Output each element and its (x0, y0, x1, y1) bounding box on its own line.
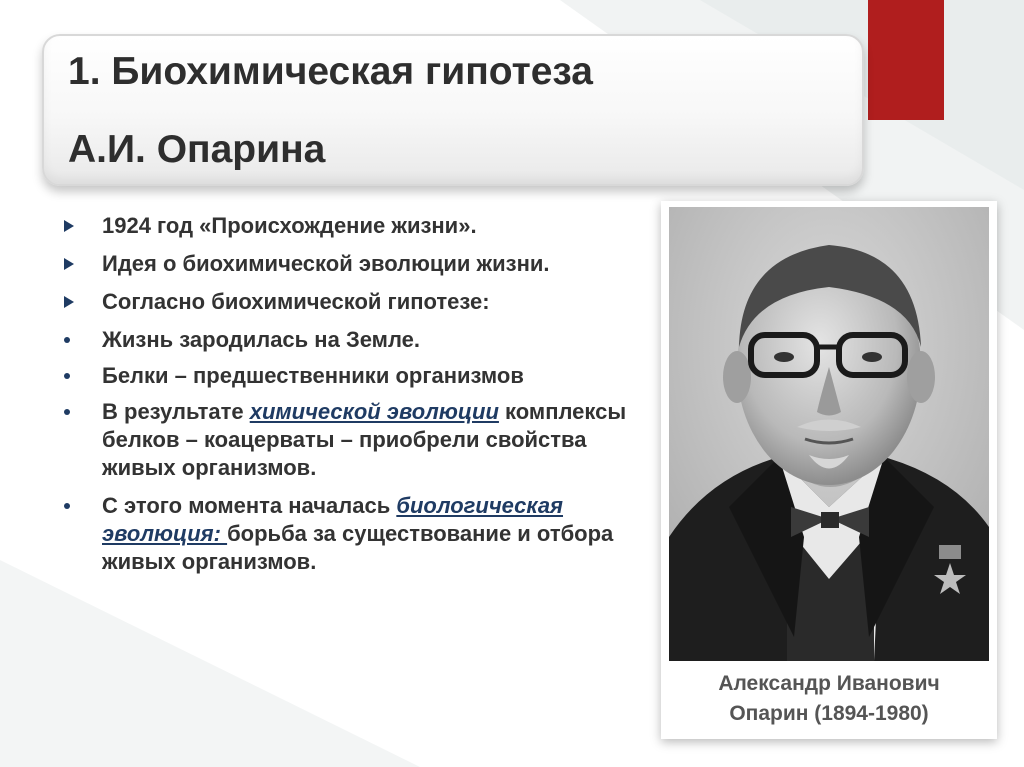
caption-name: Александр Иванович (718, 672, 940, 695)
bullet-marker (58, 492, 88, 520)
bullet-text: В результате (102, 399, 250, 424)
bullet-text: борьба за существование и отбора живых организмов. (102, 521, 614, 574)
slide-title: 1. Биохимическая гипотеза (68, 50, 593, 93)
bullet-text: Жизнь зародилась на Земле. (102, 327, 420, 352)
bullet-text: С этого момента началась (102, 493, 397, 518)
bullet-item (58, 398, 648, 482)
red-accent-bar (868, 0, 944, 120)
bullet-item (58, 250, 648, 278)
bullet-item (58, 362, 648, 390)
portrait-caption (661, 669, 997, 729)
bullet-emphasis: биологическая эволюция: (102, 493, 564, 546)
bullet-marker (58, 288, 88, 316)
triangle-icon (64, 296, 74, 308)
portrait-frame (661, 201, 997, 739)
bullet-item (58, 288, 648, 316)
bullet-text: комплексы белков – коацерваты – приобрели свойства живых организмов. (102, 399, 627, 480)
bullet-marker (58, 326, 88, 354)
bullet-text: 1924 год «Происхождение жизни». (102, 213, 477, 238)
portrait-photo (669, 207, 989, 661)
bullet-marker (58, 250, 88, 278)
slide-subtitle: А.И. Опарина (68, 128, 326, 171)
bullet-marker (58, 362, 88, 390)
dot-icon (64, 409, 70, 415)
bullet-list (58, 212, 648, 576)
bullet-text: Белки – предшественники организмов (102, 363, 524, 388)
bullet-item (58, 212, 648, 240)
bullet-marker (58, 212, 88, 240)
portrait-illustration (669, 207, 989, 661)
bullet-marker (58, 398, 88, 426)
caption-years: Опарин (1894-1980) (729, 702, 929, 725)
bullet-text: Идея о биохимической эволюции жизни. (102, 251, 550, 276)
bullet-emphasis: химической эволюции (249, 399, 499, 424)
triangle-icon (64, 258, 74, 270)
dot-icon (64, 337, 70, 343)
dot-icon (64, 503, 70, 509)
bullet-text: Согласно биохимической гипотезе: (102, 289, 490, 314)
bullet-item (58, 326, 648, 354)
dot-icon (64, 373, 70, 379)
triangle-icon (64, 220, 74, 232)
bullet-item (58, 492, 648, 576)
title-box (42, 34, 864, 186)
